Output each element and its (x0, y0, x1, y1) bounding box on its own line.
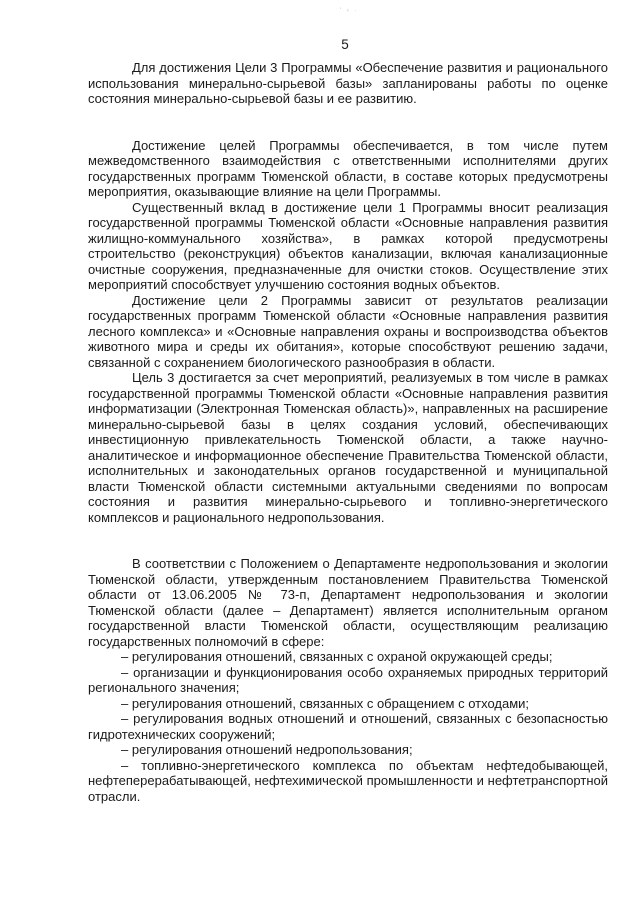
paragraph-goal3: Цель 3 достигается за счет мероприятий, реализуемых в том числе в рамках государственной программы Тюменской области «Основные направления развития информатизации (Электронная Тюменская область)», направленных на расширение минерально-сырьевой базы в целях создания условий, обеспечивающих инвестиционную привлекательность Тюменской области, а также научно-аналитическое и информационное обеспечение Правительства Тюменской области, исполнительных и законодательных органов государственной и муниципальной власти Тюменской области системными актуальными сведениями по вопросам состояния и развития минерально-сырьевого и топливно-энергетического комплексов и рационального недропользования. (88, 370, 608, 525)
list-item: – топливно-энергетического комплекса по объектам нефтедобывающей, нефтеперерабатывающей, нефтехимической промышленности и нефтетранспортной отрасли. (88, 757, 608, 804)
paragraph-goal2: Достижение цели 2 Программы зависит от результатов реализации государственных программ Тюменской области «Основные направления развития лесного комплекса» и «Основные направления охраны и воспроизводства объектов животного мира и среды их обитания», которые способствуют решению задачи, связанной с сохранением биологического разнообразия в области. (88, 292, 608, 370)
paragraph-goal3-plan: Для достижения Цели 3 Программы «Обеспечение развития и рационального использования минерально-сырьевой базы» запланированы работы по оценке состояния минерально-сырьевой базы и ее развитию. (88, 60, 608, 106)
scan-artifact: ' ‹ · (340, 8, 359, 14)
paragraph-department: В соответствии с Положением о Департаменте недропользования и экологии Тюменской области, утвержденным постановлением Правительства Тюменской области от 13.06.2005 № 73-п, Департамент недропользования и экологии Тюменской области (далее – Департамент) является исполнительным органом государственной власти Тюменской области, осуществляющим реализацию государственных полномочий в сфере: (88, 556, 608, 649)
list-item: – регулирования водных отношений и отношений, связанных с безопасностью гидротехнических сооружений; (88, 711, 608, 742)
list-item: – организации и функционирования особо охраняемых природных территорий регионального значения; (88, 664, 608, 695)
list-item: – регулирования отношений, связанных с обращением с отходами; (121, 695, 530, 711)
paragraph-goal1: Существенный вклад в достижение цели 1 Программы вносит реализация государственной программы Тюменской области «Основные направления развития жилищно-коммунального хозяйства», в рамках которой предусмотрены строительство (реконструкция) объектов канализации, включая канализационные очистные сооружения, предназначенные для очистки стоков. Осуществление этих мероприятий способствует улучшению состояния водных объектов. (88, 199, 608, 292)
paragraph-achievement: Достижение целей Программы обеспечивается, в том числе путем межведомственного взаимодействия с ответственными исполнителями других государственных программ Тюменской области, в составе которых предусмотрены мероприятия, оказывающие влияние на цели Программы. (88, 137, 608, 199)
list-item: – регулирования отношений недропользования; (121, 742, 413, 757)
document-body (88, 60, 608, 804)
page-number: 5 (341, 37, 349, 52)
list-item: – регулирования отношений, связанных с охраной окружающей среды; (121, 649, 553, 664)
